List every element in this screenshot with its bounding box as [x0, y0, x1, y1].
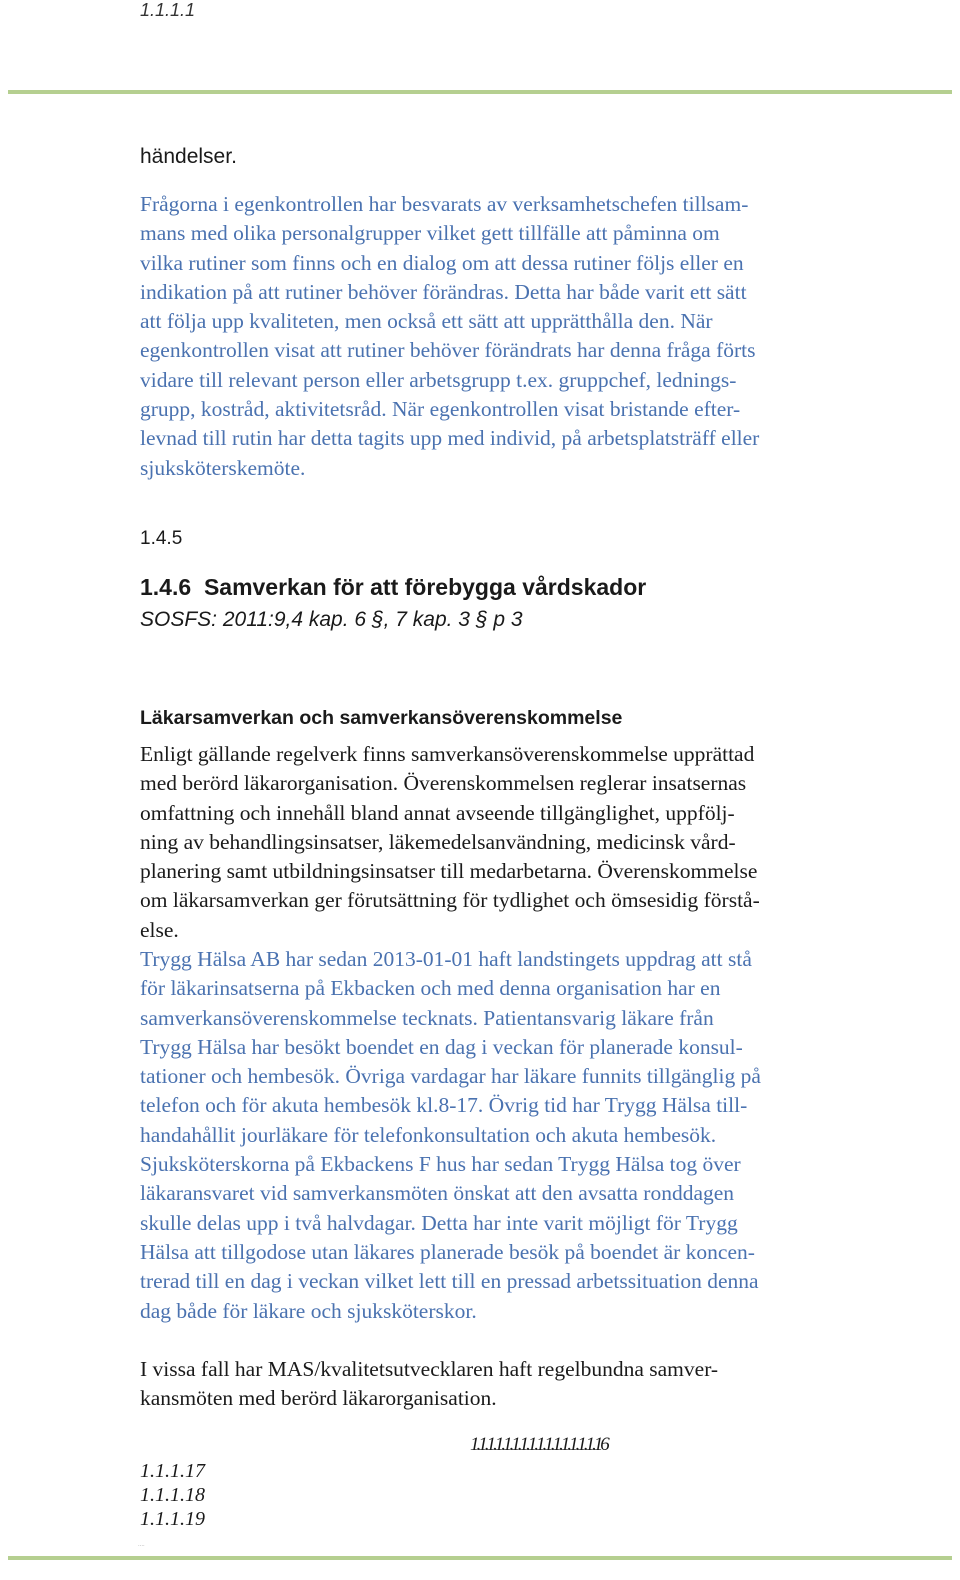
paragraph-trygg-halsa	[140, 945, 830, 1326]
text-line: planering samt utbildningsinsatser till medarbetarna. Överenskommelse	[140, 859, 758, 884]
toc-entry: 1.1.1.18	[140, 1484, 205, 1506]
footer-overlapping-numbers: 1.1.1.1.1.1.1.1.1.1.1.1.1.1.1.16	[470, 1434, 607, 1455]
text-line: tationer och hembesök. Övriga vardagar har läkare funnits tillgänglig på	[140, 1064, 761, 1089]
toc-entry: 1.1.1.19	[140, 1508, 205, 1530]
text-line: I vissa fall har MAS/kvalitetsutvecklaren haft regelbundna samver-	[140, 1357, 719, 1381]
text-line: Hälsa att tillgodose utan läkares planerade besök på boendet är koncen-	[140, 1239, 755, 1264]
sosfs-reference: SOSFS: 2011:9,4 kap. 6 §, 7 kap. 3 § p 3	[140, 608, 523, 631]
paragraph-regelverk	[140, 740, 830, 945]
text-line: Frågorna i egenkontrollen har besvarats av verksamhetschefen tillsam-	[140, 192, 749, 216]
text-line: sjuksköterskemöte.	[140, 455, 306, 480]
text-line: Trygg Hälsa har besökt boendet en dag i veckan för planerade konsul-	[140, 1034, 743, 1059]
text-line: läkaransvaret vid samverkansmöten önskat att den avsatta ronddagen	[140, 1181, 735, 1206]
intro-line: händelser.	[140, 145, 237, 168]
subheading-lakarsamverkan: Läkarsamverkan och samverkansöverenskommelse	[140, 707, 623, 729]
text-line: mans med olika personalgrupper vilket gett tillfälle att påminna om	[140, 221, 720, 246]
text-line: levnad till rutin har detta tagits upp med individ, på arbetsplatsträff eller	[140, 426, 760, 451]
header-divider	[8, 90, 952, 94]
text-line: att följa upp kvaliteten, men också ett sätt att upprätthålla den. När	[140, 309, 713, 334]
toc-entry: 1.1.1.17	[140, 1460, 205, 1482]
tiny-mark: ....	[138, 1542, 145, 1548]
text-line: om läkarsamverkan ger förutsättning för tydlighet och ömsesidig förstå-	[140, 888, 760, 913]
section-number: 1.4.6	[140, 574, 192, 600]
text-line: med berörd läkarorganisation. Överenskommelsen reglerar insatsernas	[140, 771, 747, 796]
text-line: vidare till relevant person eller arbetsgrupp t.ex. gruppchef, lednings-	[140, 367, 737, 392]
text-line: grupp, kostråd, aktivitetsråd. När egenkontrollen visat bristande efter-	[140, 397, 741, 422]
text-line: handahållit jourläkare för telefonkonsultation och akuta hembesök.	[140, 1122, 717, 1147]
text-line: else.	[140, 917, 179, 942]
text-line: ning av behandlingsinsatser, läkemedelsanvändning, medicinsk vård-	[140, 829, 736, 854]
text-line: skulle delas upp i två halvdagar. Detta har inte varit möjligt för Trygg	[140, 1210, 738, 1235]
section-number-145: 1.4.5	[140, 528, 183, 549]
section-heading-146	[140, 574, 646, 601]
text-line: kansmöten med berörd läkarorganisation.	[140, 1386, 497, 1411]
text-line: Sjuksköterskorna på Ekbackens F hus har sedan Trygg Hälsa tog över	[140, 1152, 741, 1177]
header-number: 1.1.1.1	[140, 0, 196, 20]
text-line: Trygg Hälsa AB har sedan 2013-01-01 haft landstingets uppdrag att stå	[140, 947, 752, 971]
text-line: trerad till en dag i veckan vilket lett till en pressad arbetssituation denna	[140, 1269, 759, 1294]
text-line: omfattning och innehåll bland annat avseende tillgänglighet, uppfölj-	[140, 800, 735, 825]
text-line: egenkontrollen visat att rutiner behöver förändrats har denna fråga förts	[140, 338, 756, 363]
footer-divider	[8, 1556, 952, 1560]
text-line: indikation på att rutiner behöver förändras. Detta har både varit ett sätt	[140, 279, 747, 304]
text-line: telefon och för akuta hembesök kl.8-17. Övrig tid har Trygg Hälsa till-	[140, 1093, 748, 1118]
text-line: vilka rutiner som finns och en dialog om att dessa rutiner följs eller en	[140, 250, 744, 275]
section-title: Samverkan för att förebygga vårdskador	[203, 574, 647, 600]
paragraph-mas	[140, 1355, 830, 1414]
text-line: samverkansöverenskommelse tecknats. Patientansvarig läkare från	[140, 1005, 714, 1030]
paragraph-egenkontroll	[140, 190, 830, 483]
text-line: Enligt gällande regelverk finns samverkansöverenskommelse upprättad	[140, 742, 755, 766]
text-line: dag både för läkare och sjuksköterskor.	[140, 1298, 477, 1323]
text-line: för läkarinsatserna på Ekbacken och med denna organisation har en	[140, 976, 721, 1001]
